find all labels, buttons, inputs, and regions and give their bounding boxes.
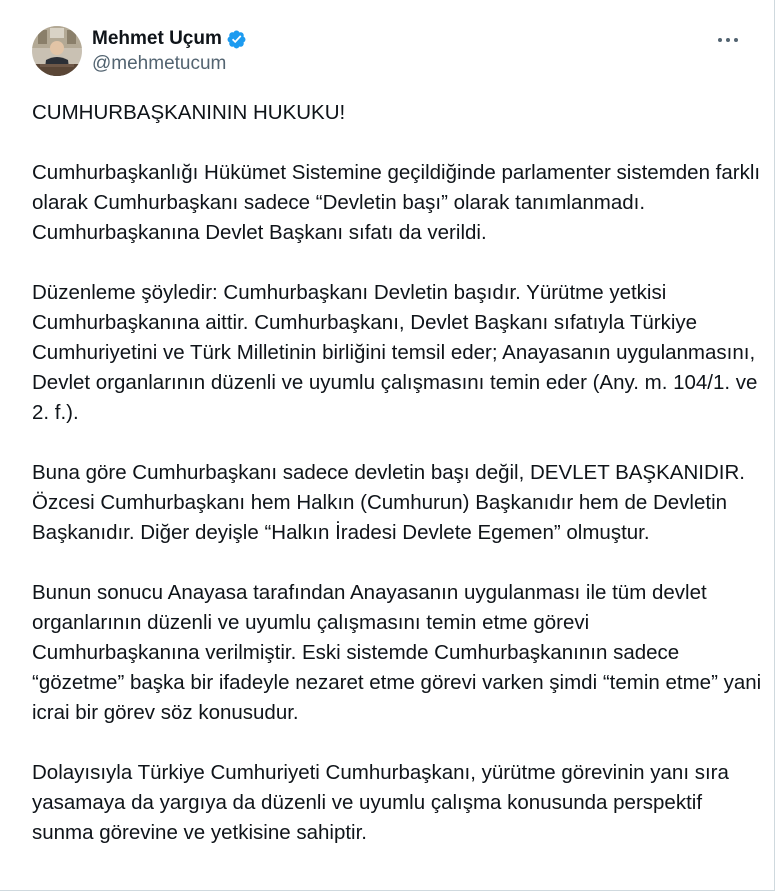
more-horizontal-icon	[717, 37, 739, 43]
author-handle[interactable]: @mehmetucum	[92, 53, 227, 74]
display-name[interactable]: Mehmet Uçum	[92, 28, 222, 49]
more-options-button[interactable]	[716, 30, 740, 50]
name-row	[92, 27, 247, 51]
tweet-paragraph: Buna göre Cumhurbaşkanı sadece devletin başı değil, DEVLET BAŞKANIDIR. Özcesi Cumhurbaşkanı hem Halkın (Cumhurun) Başkanıdır hem de Devletin Başkanıdır. Diğer deyişle “Halkın İradesi Devlete Egemen” olmuştur.	[32, 461, 745, 544]
avatar[interactable]	[32, 26, 82, 76]
author-names	[92, 27, 247, 75]
tweet-paragraph: Dolayısıyla Türkiye Cumhuriyeti Cumhurbaşkanı, yürütme görevinin yanı sıra yasamaya da yargıya da düzenli ve uyumlu çalışma konusunda perspektif sunma görevine ve yetkisine sahiptir.	[32, 761, 729, 844]
tweet-paragraph: Bunun sonucu Anayasa tarafından Anayasanın uygulanması ile tüm devlet organlarının düzenli ve uyumlu çalışmasını temin etme görevi Cumhurbaşkanına verilmiştir. Eski sistemde Cumhurbaşkanının sadece “gözetme” başka bir ifadeyle nezaret etme görevi varken şimdi “temin etme” yani icrai bir görev söz konusudur.	[32, 581, 762, 724]
tweet-text	[32, 98, 762, 878]
avatar-image	[32, 26, 82, 76]
tweet-paragraph: CUMHURBAŞKANININ HUKUKU!	[32, 101, 346, 124]
tweet-paragraph: Düzenleme şöyledir: Cumhurbaşkanı Devletin başıdır. Yürütme yetkisi Cumhurbaşkanına aittir. Cumhurbaşkanı, Devlet Başkanı sıfatıyla Türkiye Cumhuriyetini ve Türk Milletinin birliğini temsil eder; Anayasanın uygulanmasını, Devlet organlarının düzenli ve uyumlu çalışmasını temin eder (Any. m. 104/1. ve 2. f.).	[32, 281, 758, 424]
verified-badge-icon	[226, 29, 247, 50]
tweet-header	[32, 26, 247, 76]
tweet-paragraph: Cumhurbaşkanlığı Hükümet Sistemine geçildiğinde parlamenter sistemden farklı olarak Cumhurbaşkanı sadece “Devletin başı” olarak tanımlanmadı. Cumhurbaşkanına Devlet Başkanı sıfatı da verildi.	[32, 161, 761, 244]
